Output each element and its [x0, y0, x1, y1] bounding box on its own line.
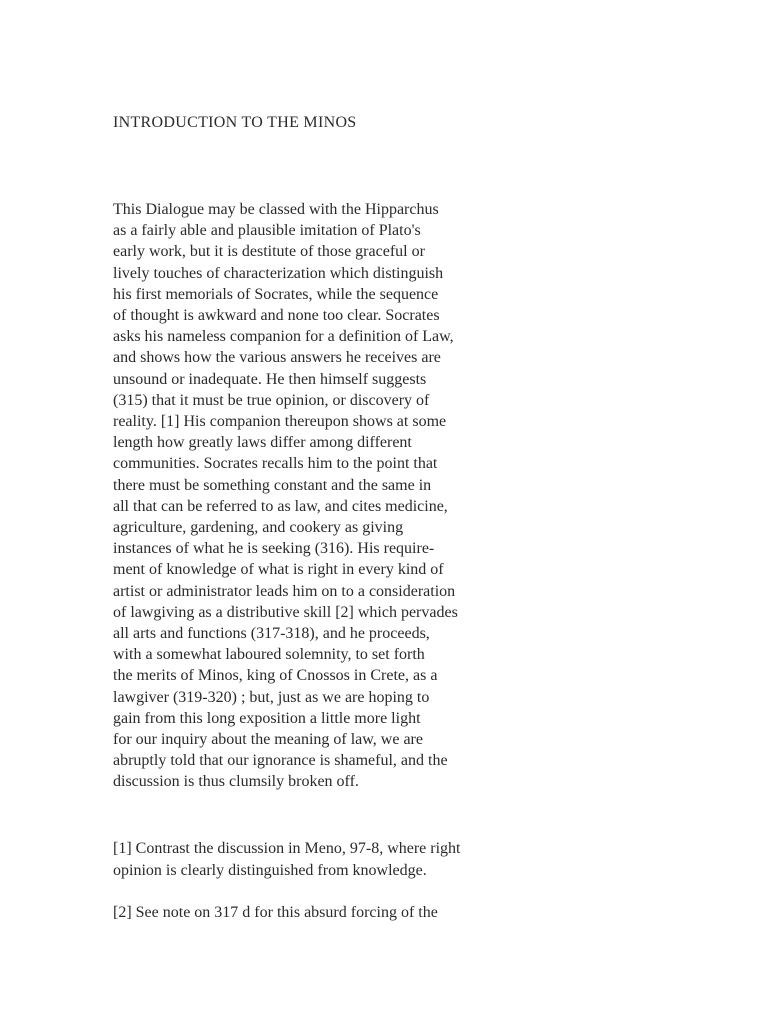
footnote-1: [113, 838, 533, 881]
body-line: gain from this long exposition a little more light: [113, 709, 421, 727]
body-line: (315) that it must be true opinion, or discovery of: [113, 391, 430, 409]
body-line: the merits of Minos, king of Cnossos in Crete, as a: [113, 667, 438, 685]
body-line: artist or administrator leads him on to a consideration: [113, 582, 456, 600]
body-line: abruptly told that our ignorance is shameful, and the: [113, 752, 448, 770]
body-line: lawgiver (319-320) ; but, just as we are hoping to: [113, 688, 430, 706]
body-line: communities. Socrates recalls him to the point that: [113, 455, 438, 473]
body-line: and shows how the various answers he receives are: [113, 349, 441, 367]
body-line: of lawgiving as a distributive skill [2] which pervades: [113, 603, 458, 621]
body-line: early work, but it is destitute of those graceful or: [113, 243, 425, 261]
body-line: unsound or inadequate. He then himself suggests: [113, 370, 427, 388]
body-line: asks his nameless companion for a definition of Law,: [113, 328, 454, 346]
body-paragraph: [113, 199, 533, 793]
page-title: INTRODUCTION TO THE MINOS: [113, 114, 357, 131]
body-line: all arts and functions (317-318), and he proceeds,: [113, 625, 430, 643]
body-line: his first memorials of Socrates, while the sequence: [113, 285, 439, 303]
body-line: for our inquiry about the meaning of law, we are: [113, 731, 423, 749]
body-line: with a somewhat laboured solemnity, to set forth: [113, 646, 425, 664]
body-line: agriculture, gardening, and cookery as giving: [113, 519, 404, 537]
footnote-2: [113, 902, 533, 924]
body-line: as a fairly able and plausible imitation of Plato's: [113, 222, 421, 240]
body-line: instances of what he is seeking (316). His require-: [113, 540, 435, 558]
body-line: length how greatly laws differ among different: [113, 434, 412, 452]
body-line: of thought is awkward and none too clear. Socrates: [113, 307, 440, 325]
footnote-line: [1] Contrast the discussion in Meno, 97-8, where right: [113, 840, 461, 857]
body-line: all that can be referred to as law, and cites medicine,: [113, 497, 448, 515]
body-line: lively touches of characterization which distinguish: [113, 264, 444, 282]
body-line: This Dialogue may be classed with the Hipparchus: [113, 201, 439, 218]
footnote-line: [2] See note on 317 d for this absurd forcing of the: [113, 904, 438, 921]
body-line: ment of knowledge of what is right in every kind of: [113, 561, 444, 579]
body-line: reality. [1] His companion thereupon shows at some: [113, 413, 447, 431]
body-line: there must be something constant and the same in: [113, 476, 432, 494]
footnote-line: opinion is clearly distinguished from knowledge.: [113, 861, 427, 879]
body-line: discussion is thus clumsily broken off.: [113, 773, 359, 791]
